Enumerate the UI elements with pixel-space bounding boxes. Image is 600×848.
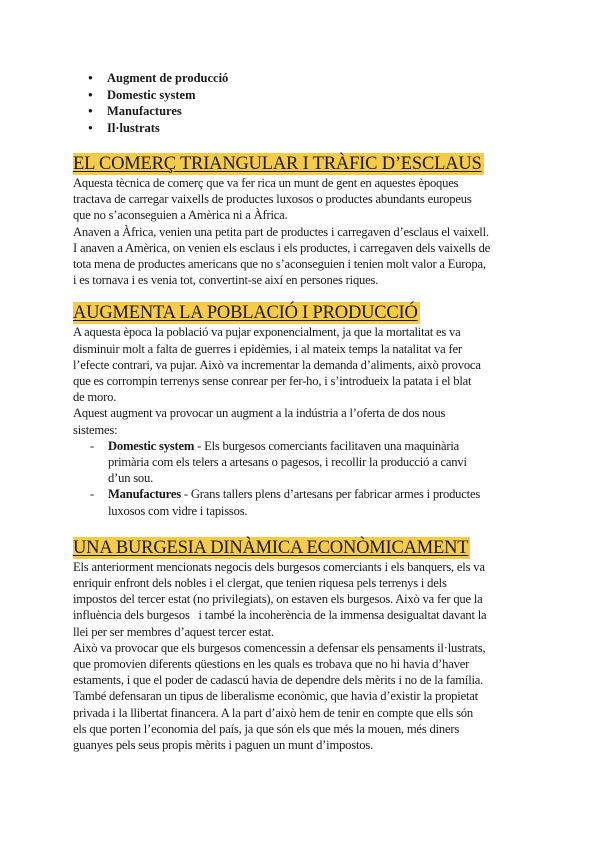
text-line: de moro. — [73, 390, 117, 405]
section-paragraph — [73, 559, 528, 753]
text-line: Aquest augment va provocar un augment a la indústria a l’oferta de dos nous — [73, 406, 446, 421]
dash-item-term: Manufactures — [108, 487, 181, 502]
bullet-item: ● Il·lustrats — [107, 120, 528, 137]
text-line: També defensaran un tipus de liberalisme econòmic, que havia d’existir la propietat — [73, 689, 478, 704]
text-line: I anaven a Amèrica, on venien els esclaus i els productes, i carregaven dels vaixells de — [73, 240, 491, 255]
section-heading: EL COMERÇ TRIANGULAR I TRÀFIC D’ESCLAUS — [73, 154, 482, 174]
section-heading: AUGMENTA LA POBLACIÓ I PRODUCCIÓ — [73, 303, 418, 324]
text-line: Això va provocar que els burgesos comencessin a defensar els pensaments il·lustrats, — [73, 640, 486, 655]
section-heading: UNA BURGESIA DINÀMICA ECONÒMICAMENT — [73, 537, 469, 558]
section-population-production — [73, 302, 528, 518]
section-paragraph — [73, 175, 528, 288]
dash-item-term: Domestic system — [108, 438, 195, 453]
section-paragraph — [73, 324, 528, 437]
text-line: primària com els telers a artesans o pagesos, i recollir la producció a canvi — [108, 455, 467, 470]
text-line: els que porten l’economia del país, ja que són els que més la mouen, més diners — [73, 721, 460, 736]
bullet-item: ● Augment de producció — [107, 70, 528, 87]
bullet-item: ● Domestic system — [107, 87, 528, 104]
text-line: que es corrompin terrenys sense conrear per fer-ho, i s’introdueix la patata i el blat — [73, 374, 472, 389]
dash-list — [73, 438, 528, 519]
text-line: i es tornava i es venia tot, convertint-se així en persones riques. — [73, 273, 379, 288]
text-line: Els anteriorment mencionats negocis dels burgesos comerciants i els banquers, els va — [73, 559, 485, 574]
text-line: que promovien diferents qüestions en les quals es trobava que no hi havia d’haver — [73, 657, 470, 672]
text-line: Anaven a Àfrica, venien una petita part de productes i carregaven d’esclaus el vaixell. — [73, 224, 489, 239]
text-line: tota mena de productes americans que no s’aconseguien i tenien molt valor a Europa, — [73, 257, 486, 272]
text-line: A aquesta època la població va pujar exponencialment, ja que la mortalitat es va — [73, 325, 461, 340]
text-line: enriquir enfront dels nobles i el clergat, que tenien riquesa pels terrenys i dels — [73, 576, 447, 591]
text-line: influència dels burgesos i també la incoherència de la immensa desigualtat davant la — [73, 608, 487, 623]
bullet-item: ● Manufactures — [107, 103, 528, 120]
text-line: llei per ser membres d’aquest tercer estat. — [73, 624, 274, 639]
dash-marker: - — [90, 438, 94, 453]
text-line: sistemes: — [73, 422, 118, 437]
text-line: luxosos com vidre i tapissos. — [108, 503, 248, 518]
text-line: Aquesta tècnica de comerç que va fer rica un munt de gent en aquestes èpoques — [73, 176, 459, 190]
dash-item-text: - Els burgesos comerciants facilitaven una maquinària — [194, 438, 460, 453]
text-line: privada i la llibertat financera. A la part d’això hem de tenir en compte que ells són — [73, 705, 473, 720]
dash-item — [90, 438, 528, 487]
dash-item — [90, 486, 528, 518]
text-line: l’efecte contrari, va pujar. Això va incrementar la demanda d’aliments, això provoca — [73, 357, 481, 372]
dash-item-first-line — [108, 486, 528, 502]
text-line: estaments, i que el poder de cadascú havia de dependre dels mèrits i no de la família. — [73, 673, 484, 688]
section-triangular-trade — [73, 153, 528, 288]
text-line: que no s’aconseguien a Amèrica ni a Àfrica. — [73, 208, 288, 223]
dash-item-first-line — [108, 438, 528, 454]
text-line: impostos del tercer estat (no privilegiats), on estaven els burgesos. Això va fer que la — [73, 592, 483, 607]
text-line: d’un sou. — [108, 471, 154, 486]
text-line: tractava de carregar vaixells de productes luxosos o productes abundants europeus — [73, 192, 472, 207]
dash-marker: - — [90, 487, 94, 502]
dash-item-text: - Grans tallers plens d’artesans per fabricar armes i productes — [180, 487, 481, 502]
text-line: disminuir molt a falta de guerres i epidèmies, i al mateix temps la natalitat va fer — [73, 341, 462, 356]
text-line: guanyes pels seus propis mèrits i paguen un munt d’impostos. — [73, 738, 374, 753]
section-bourgeoisie — [73, 537, 528, 753]
bullet-list — [73, 0, 528, 136]
